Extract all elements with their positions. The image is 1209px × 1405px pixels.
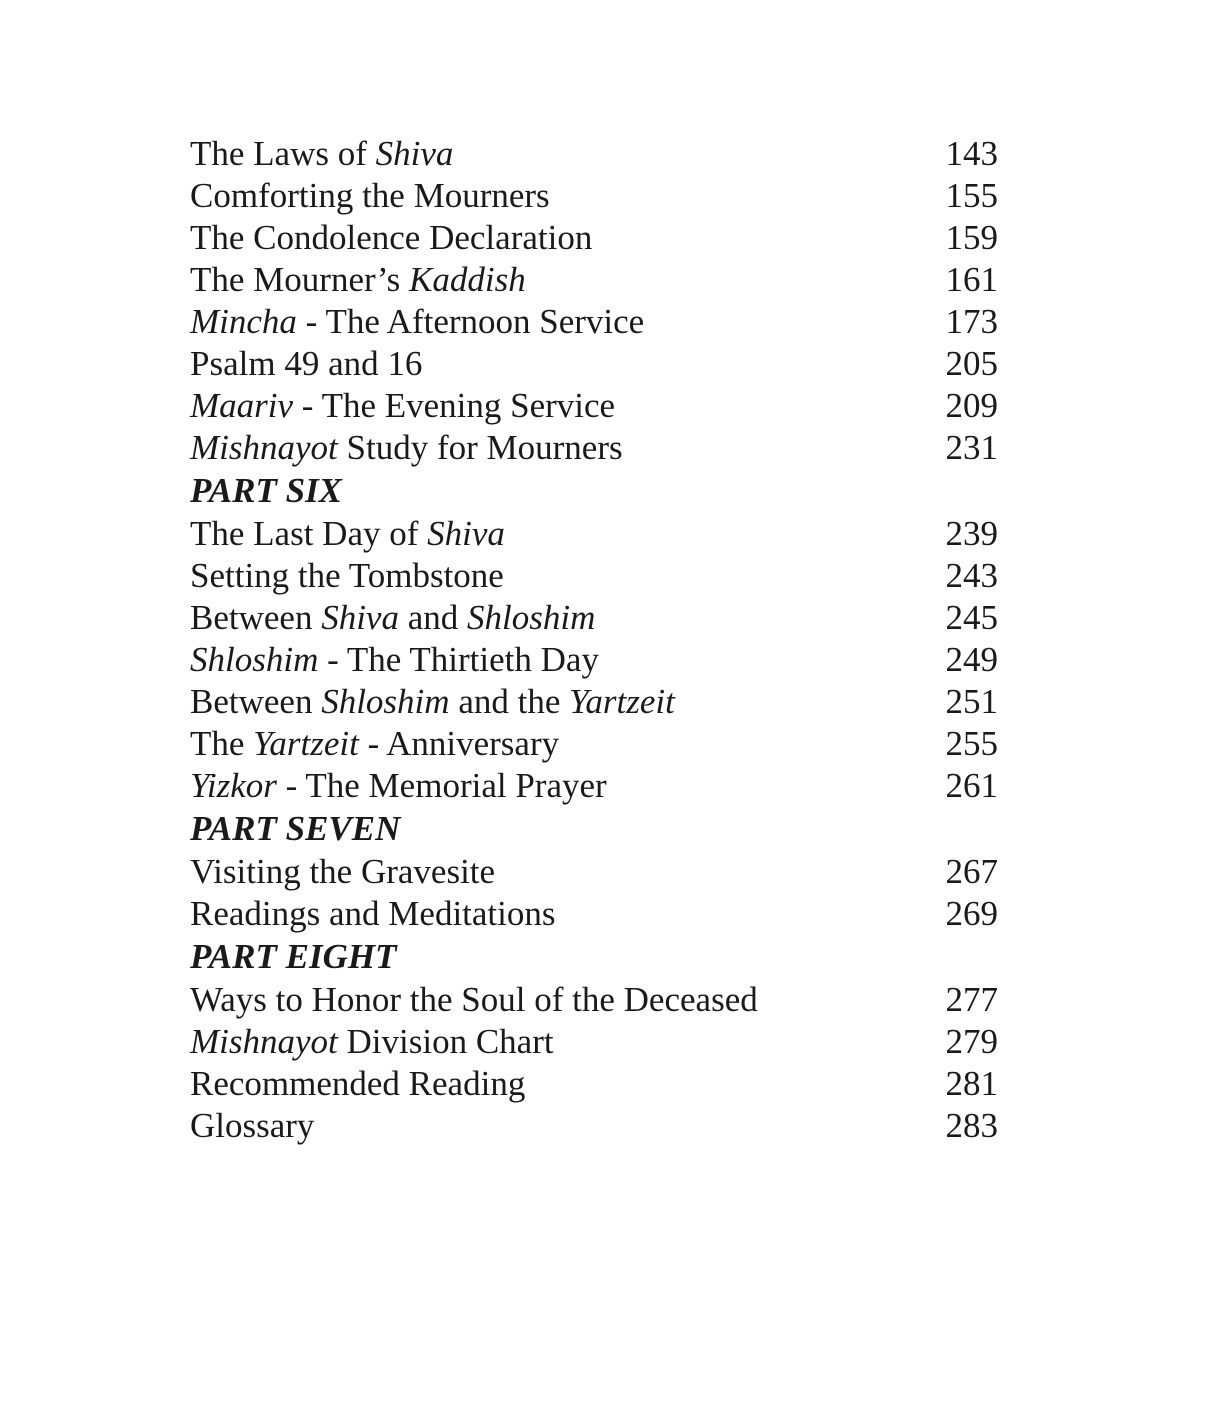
toc-entry xyxy=(190,343,998,385)
toc-page-number: 249 xyxy=(945,640,998,679)
toc-title-segment: - Anniversary xyxy=(358,724,560,763)
part-heading: PART EIGHT xyxy=(190,937,397,976)
toc-title-segment: The xyxy=(190,724,254,763)
toc-title-segment: Visiting the Gravesite xyxy=(190,852,496,891)
toc-entry-title xyxy=(190,1063,525,1105)
toc-title-italic-segment: Yizkor xyxy=(190,766,277,805)
toc-title-segment: The Condolence Declaration xyxy=(190,218,593,257)
toc-entry xyxy=(190,1021,998,1063)
table-of-contents xyxy=(190,133,998,1147)
toc-title-segment: and xyxy=(398,598,468,637)
toc-title-italic-segment: Shloshim xyxy=(190,640,319,679)
toc-entry xyxy=(190,639,998,681)
toc-title-italic-segment: Shiva xyxy=(375,134,454,173)
toc-entry xyxy=(190,513,998,555)
part-heading: PART SIX xyxy=(190,471,343,510)
toc-entry-title xyxy=(190,217,592,259)
toc-title-segment: Glossary xyxy=(190,1106,315,1145)
toc-entry-title xyxy=(190,259,526,301)
toc-page-number: 209 xyxy=(945,386,998,425)
toc-title-italic-segment: Shloshim xyxy=(467,598,596,637)
toc-entry xyxy=(190,385,998,427)
toc-title-segment: Comforting the Mourners xyxy=(190,176,550,215)
toc-title-segment: Recommended Reading xyxy=(190,1064,526,1103)
toc-title-italic-segment: Shloshim xyxy=(321,682,450,721)
toc-page-number: 143 xyxy=(945,134,998,173)
toc-page-number: 173 xyxy=(945,302,998,341)
toc-title-italic-segment: Mishnayot xyxy=(190,1022,338,1061)
toc-page-number: 251 xyxy=(945,682,998,721)
toc-entry-title xyxy=(190,343,422,385)
toc-entry-title xyxy=(190,681,675,723)
toc-entry xyxy=(190,893,998,935)
toc-entry xyxy=(190,133,998,175)
toc-entry-title xyxy=(190,765,607,807)
toc-page-number: 161 xyxy=(945,260,998,299)
toc-entry xyxy=(190,851,998,893)
part-heading: PART SEVEN xyxy=(190,809,401,848)
toc-title-italic-segment: Yartzeit xyxy=(569,682,675,721)
toc-title-segment: Ways to Honor the Soul of the Deceased xyxy=(190,980,758,1019)
toc-page-number: 279 xyxy=(945,1022,998,1061)
toc-entry xyxy=(190,681,998,723)
toc-entry-title xyxy=(190,513,505,555)
toc-title-segment: Between xyxy=(190,682,322,721)
toc-title-segment: Division Chart xyxy=(337,1022,554,1061)
toc-title-italic-segment: Mishnayot xyxy=(190,428,338,467)
toc-entry xyxy=(190,765,998,807)
toc-title-segment: The Laws of xyxy=(190,134,376,173)
toc-entry-title xyxy=(190,851,495,893)
toc-page-number: 283 xyxy=(945,1106,998,1145)
toc-entry-title xyxy=(190,639,599,681)
toc-entry xyxy=(190,301,998,343)
toc-title-segment: and the xyxy=(449,682,570,721)
toc-entry-title xyxy=(190,427,623,469)
toc-title-segment: The Last Day of xyxy=(190,514,428,553)
toc-page-number: 277 xyxy=(945,980,998,1019)
toc-entry-title xyxy=(190,979,758,1021)
toc-entry xyxy=(190,597,998,639)
toc-entry-title xyxy=(190,1105,314,1147)
toc-entry xyxy=(190,1105,998,1147)
toc-entry-title xyxy=(190,555,504,597)
toc-entry-title xyxy=(190,301,644,343)
toc-title-segment: Study for Mourners xyxy=(337,428,623,467)
toc-title-segment: - The Thirtieth Day xyxy=(318,640,599,679)
toc-page-number: 205 xyxy=(945,344,998,383)
toc-entry xyxy=(190,723,998,765)
toc-entry-title xyxy=(190,133,453,175)
toc-entry-title xyxy=(190,723,559,765)
toc-entry xyxy=(190,427,998,469)
toc-entry xyxy=(190,175,998,217)
toc-page-number: 267 xyxy=(945,852,998,891)
toc-entry-title xyxy=(190,385,615,427)
toc-title-italic-segment: Shiva xyxy=(321,598,399,637)
toc-entry xyxy=(190,979,998,1021)
toc-entry xyxy=(190,1063,998,1105)
toc-page-number: 159 xyxy=(945,218,998,257)
toc-title-italic-segment: Kaddish xyxy=(409,260,526,299)
toc-page-number: 155 xyxy=(945,176,998,215)
toc-page-number: 243 xyxy=(945,556,998,595)
toc-title-segment: Readings and Meditations xyxy=(190,894,556,933)
toc-title-segment: The Mourner’s xyxy=(190,260,410,299)
toc-title-segment: - The Afternoon Service xyxy=(296,302,645,341)
toc-page-number: 281 xyxy=(945,1064,998,1103)
toc-title-italic-segment: Yartzeit xyxy=(253,724,359,763)
toc-entry-title xyxy=(190,893,556,935)
toc-title-segment: - The Memorial Prayer xyxy=(276,766,607,805)
toc-page-number: 261 xyxy=(945,766,998,805)
toc-entry-title xyxy=(190,1021,554,1063)
toc-page-number: 231 xyxy=(945,428,998,467)
toc-title-segment: Between xyxy=(190,598,322,637)
toc-title-segment: Psalm 49 and 16 xyxy=(190,344,423,383)
toc-entry-title xyxy=(190,597,595,639)
toc-title-italic-segment: Shiva xyxy=(427,514,505,553)
toc-entry-title xyxy=(190,175,550,217)
toc-title-segment: Setting the Tombstone xyxy=(190,556,504,595)
toc-page-number: 269 xyxy=(945,894,998,933)
toc-entry xyxy=(190,555,998,597)
toc-entry xyxy=(190,217,998,259)
toc-page-number: 245 xyxy=(945,598,998,637)
toc-page-number: 255 xyxy=(945,724,998,763)
toc-title-italic-segment: Mincha xyxy=(190,302,297,341)
toc-title-italic-segment: Maariv xyxy=(190,386,294,425)
toc-title-segment: - The Evening Service xyxy=(293,386,616,425)
toc-entry xyxy=(190,259,998,301)
toc-page-number: 239 xyxy=(945,514,998,553)
